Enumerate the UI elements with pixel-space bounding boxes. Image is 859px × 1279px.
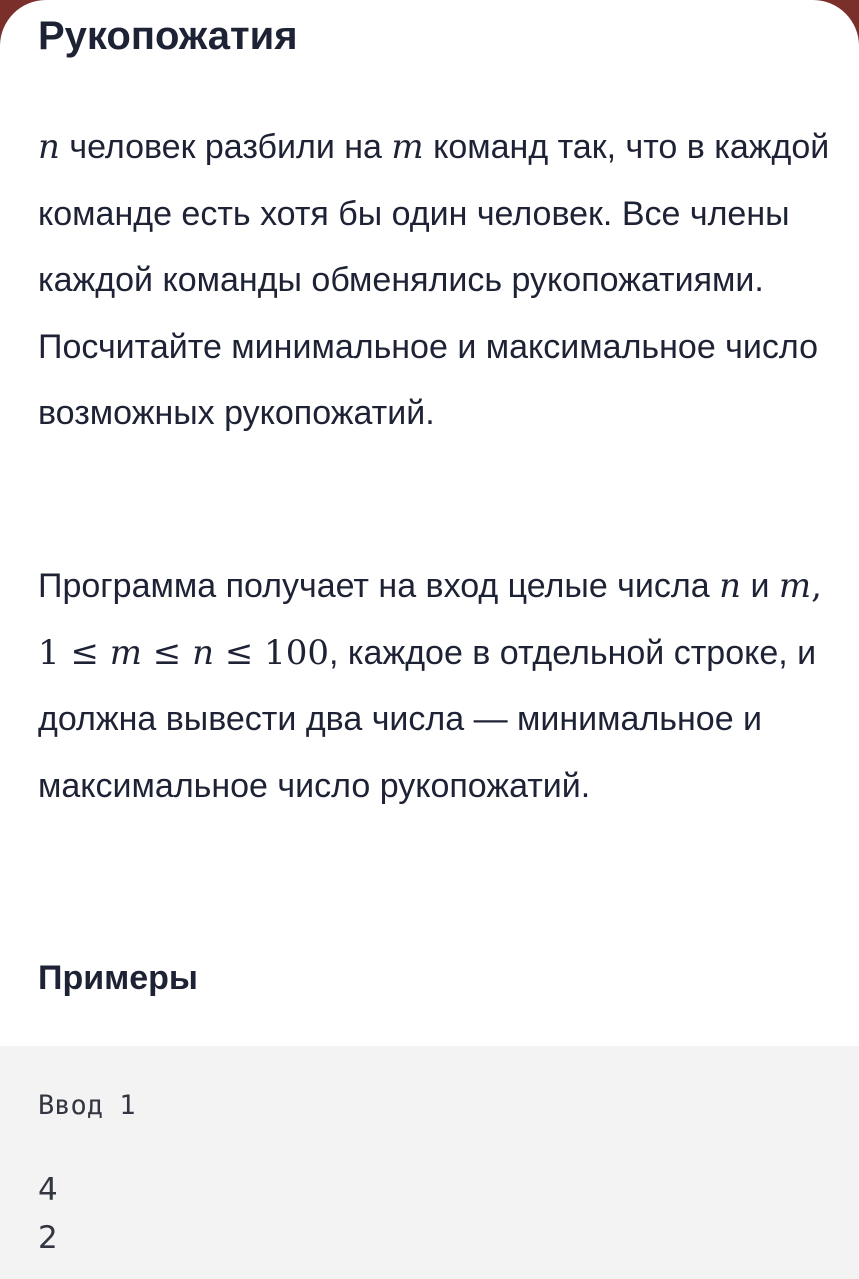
input-output-paragraph [38, 553, 838, 819]
io-text: , каждое в отдельной строке, и должна вывести два числа — минимальное и максимальное число рукопожатий. [38, 633, 817, 805]
statement-text: человек разбили на [59, 128, 392, 166]
math-less-equal: ≤ [59, 632, 110, 673]
problem-title: Рукопожатия [38, 14, 298, 58]
math-var-m: m [778, 566, 812, 606]
math-var-m: m [109, 632, 142, 673]
math-var-n: n [192, 632, 215, 673]
math-less-equal: ≤ [214, 632, 265, 673]
math-comma: , [811, 566, 822, 606]
math-number-one: 1 [38, 632, 60, 673]
math-less-equal: ≤ [142, 632, 193, 673]
math-number-hundred: 100 [264, 632, 330, 673]
math-var-n: n [38, 127, 60, 167]
statement-text: команд так, что в каждой команде есть хотя бы один человек. Все члены каждой команды обменялись рукопожатиями. Посчитайте минимальное и максимальное число возможных рукопожатий. [38, 128, 830, 432]
example-block [0, 1046, 859, 1279]
io-text: Программа получает на вход целые числа [38, 567, 720, 605]
math-var-m: m [391, 127, 424, 167]
problem-statement-paragraph [38, 114, 838, 447]
example-input-line: 2 [38, 1220, 58, 1256]
example-input-line: 4 [38, 1172, 58, 1208]
math-var-n: n [719, 566, 741, 606]
io-text: и [741, 567, 779, 605]
examples-heading: Примеры [38, 959, 198, 997]
example-input-values[interactable] [38, 1166, 58, 1262]
example-input-label: Ввод 1 [38, 1090, 136, 1121]
